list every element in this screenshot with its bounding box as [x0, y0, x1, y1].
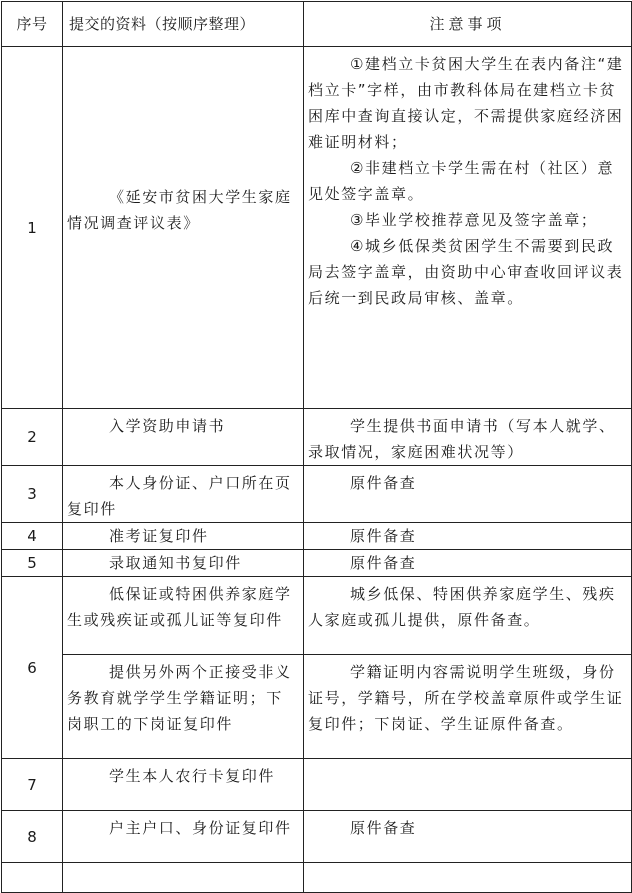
header-row	[2, 2, 632, 47]
header-notes: 注意事项	[304, 2, 632, 47]
table-row	[2, 550, 632, 577]
row-number: 1	[2, 47, 63, 409]
row-number: 7	[2, 759, 63, 811]
material-cell: 入学资助申请书	[63, 409, 304, 466]
notes-cell	[304, 759, 632, 811]
note-item: ①建档立卡贫困大学生在表内备注“建档立卡”字样，由市教科体局在建档立卡贫困库中查询直接认定，不需提供家庭经济困难证明材料；	[308, 55, 624, 151]
material-cell: 提供另外两个正接受非义务教育就学学生学籍证明；下岗职工的下岗证复印件	[63, 655, 304, 759]
notes-cell	[304, 47, 632, 409]
note-item: ③毕业学校推荐意见及签字盖章；	[350, 211, 598, 229]
empty-cell	[304, 863, 632, 893]
material-cell: 《延安市贫困大学生家庭情况调查评议表》	[63, 47, 304, 409]
notes-cell: 原件备查	[304, 466, 632, 523]
empty-cell	[63, 863, 304, 893]
row-number: 5	[2, 550, 63, 577]
notes-cell: 原件备查	[304, 523, 632, 550]
notes-cell: 城乡低保、特困供养家庭学生、残疾人家庭或孤儿提供，原件备查。	[304, 577, 632, 655]
notes-cell: 原件备查	[304, 811, 632, 863]
table-row	[2, 759, 632, 811]
materials-table	[1, 1, 632, 893]
material-cell: 户主户口、身份证复印件	[63, 811, 304, 863]
header-materials: 提交的资料（按顺序整理）	[63, 2, 304, 47]
row-number: 4	[2, 523, 63, 550]
table-row	[2, 466, 632, 523]
notes-cell: 原件备查	[304, 550, 632, 577]
row-number: 6	[2, 577, 63, 759]
note-item: ④城乡低保类贫困学生不需要到民政局去签字盖章，由资助中心审查收回评议表后统一到民政局审核、盖章。	[308, 237, 624, 307]
table-row	[2, 577, 632, 655]
row-number: 2	[2, 409, 63, 466]
notes-cell: 学生提供书面申请书（写本人就学、录取情况，家庭困难状况等）	[304, 409, 632, 466]
table-row	[2, 811, 632, 863]
table-row	[2, 655, 632, 759]
table-row	[2, 523, 632, 550]
row-number: 8	[2, 811, 63, 863]
note-item: ②非建档立卡学生需在村（社区）意见处签字盖章。	[308, 159, 615, 203]
material-cell: 低保证或特困供养家庭学生或残疾证或孤儿证等复印件	[63, 577, 304, 655]
material-cell: 录取通知书复印件	[63, 550, 304, 577]
header-serial: 序号	[2, 2, 63, 47]
material-cell: 本人身份证、户口所在页复印件	[63, 466, 304, 523]
material-cell: 学生本人农行卡复印件	[63, 759, 304, 811]
notes-cell: 学籍证明内容需说明学生班级，身份证号，学籍号，所在学校盖章原件或学生证复印件；下岗证、学生证原件备查。	[304, 655, 632, 759]
material-cell: 准考证复印件	[63, 523, 304, 550]
row-number: 3	[2, 466, 63, 523]
table-row-empty	[2, 863, 632, 893]
table-row	[2, 409, 632, 466]
table-row	[2, 47, 632, 409]
empty-cell	[2, 863, 63, 893]
